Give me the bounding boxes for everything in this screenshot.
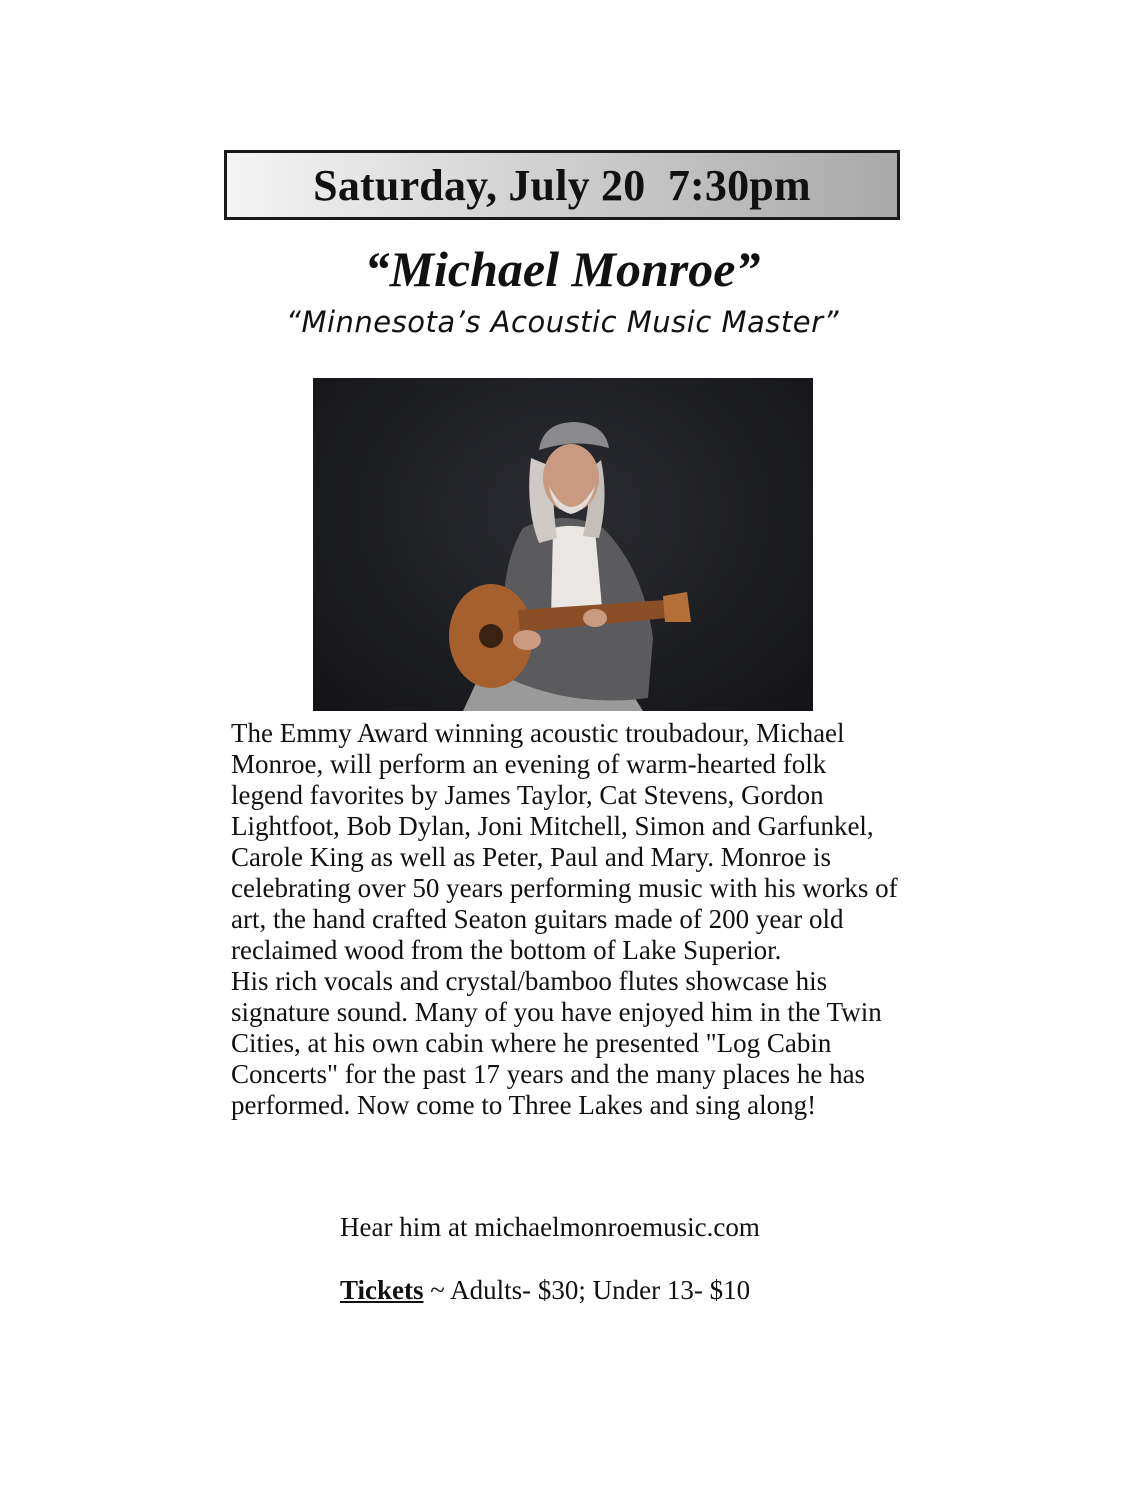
description-paragraph: His rich vocals and crystal/bamboo flutes showcase his signature sound. Many of you have enjoyed him in the Twin Cities, at his own cabin where he presented "Log Cabin Concerts" for the past 17 years and the many places he has performed. Now come to Three Lakes and sing along! xyxy=(231,966,882,1120)
date-banner xyxy=(224,150,900,220)
event-date-time: Saturday, July 20 7:30pm xyxy=(313,160,811,210)
description xyxy=(231,718,901,1121)
website-line: Hear him at michaelmonroemusic.com xyxy=(340,1212,760,1242)
performer-photo-icon xyxy=(313,378,813,711)
tickets-line xyxy=(340,1275,750,1306)
performer-photo xyxy=(313,378,813,711)
description-paragraph: The Emmy Award winning acoustic troubadour, Michael Monroe, will perform an evening of warm-hearted folk legend favorites by James Taylor, Cat Stevens, Gordon Lightfoot, Bob Dylan, Joni Mitchell, Simon and Garfunkel, Carole King as well as Peter, Paul and Mary. Monroe is celebrating over 50 years performing music with his works of art, the hand crafted Seaton guitars made of 200 year old reclaimed wood from the bottom of Lake Superior. xyxy=(231,718,898,965)
performer-tagline: “Minnesota’s Acoustic Music Master” xyxy=(285,305,840,339)
performer-title: “Michael Monroe” xyxy=(364,241,761,297)
tickets-prices: ~ Adults- $30; Under 13- $10 xyxy=(423,1275,751,1305)
tickets-label: Tickets xyxy=(340,1275,424,1305)
